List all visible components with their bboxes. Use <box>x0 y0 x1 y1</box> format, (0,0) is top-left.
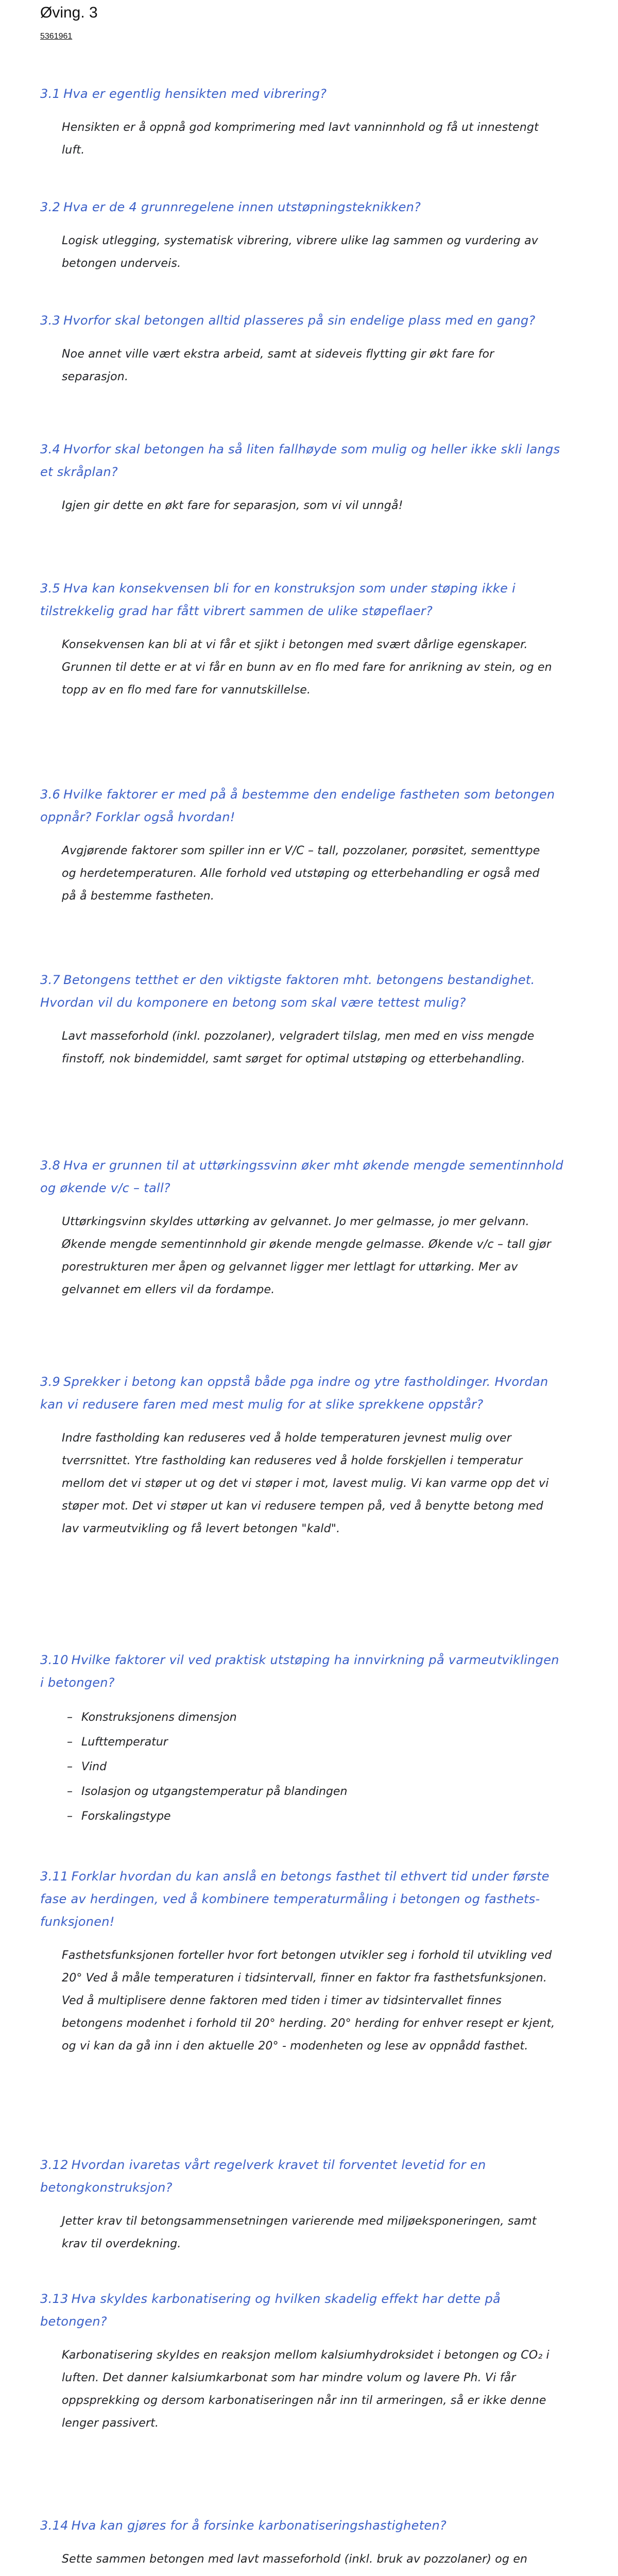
question: 3.6 Hvilke faktorer er med på å bestemme den endelige fastheten som betongen oppnår? Forklar også hvordan! <box>40 787 555 824</box>
question: 3.3 Hvorfor skal betongen alltid plasseres på sin endelige plass med en gang? <box>40 313 536 328</box>
question: 3.2 Hva er de 4 grunnregelene innen utstøpningsteknikken? <box>40 200 421 214</box>
qa-block-3-14 <box>0 2514 618 2576</box>
answer: Fasthetsfunksjonen forteller hvor fort betongen utvikler seg i forhold til utvikling ved 20° Ved å måle temperaturen i tidsintervall, finner en faktor fra fasthetsfunksjonen. Ved å multiplisere denne faktoren med tiden i timer av tidsintervallet finnes betongens modenhet i forhold til 20° herding. 20° herding for enhver resept er kjent, og vi kan da gå inn i den aktuelle 20° - modenheten og lese av oppnådd fasthet. <box>62 1949 555 2053</box>
list-item: – Lufttemperatur <box>67 1730 618 1755</box>
qa-block-3-6 <box>0 783 618 908</box>
answer: Igjen gir dette en økt fare for separasjon, som vi vil unngå! <box>62 499 403 512</box>
page-title: Øving. 3 <box>40 4 98 21</box>
answer: Avgjørende faktorer som spiller inn er V/C – tall, pozzolaner, porøsitet, sementtype og herdetemperaturen. Alle forhold ved utstøping og etterbehandling er også med på å bestemme fastheten. <box>62 844 540 903</box>
qa-block-3-13 <box>0 2287 618 2435</box>
answer: Lavt masseforhold (inkl. pozzolaner), velgradert tilslag, men med en viss mengde finstoff, nok bindemiddel, samt sørget for optimal utstøping og etterbehandling. <box>62 1030 535 1065</box>
question: 3.11 Forklar hvordan du kan anslå en betongs fasthet til ethvert tid under første fase av herdingen, ved å kombinere temperaturmåling i betongen og fasthets-funksjonen! <box>40 1869 550 1929</box>
qa-block-3-4 <box>0 438 618 517</box>
question: 3.9 Sprekker i betong kan oppstå både pga indre og ytre fastholdinger. Hvordan kan vi redusere faren med mest mulig for at slike sprekkene oppstår? <box>40 1375 548 1412</box>
question: 3.13 Hva skyldes karbonatisering og hvilken skadelig effekt har dette på betongen? <box>40 2292 501 2329</box>
qa-block-3-2 <box>0 196 618 275</box>
qa-block-3-7 <box>0 969 618 1071</box>
qa-block-3-9 <box>0 1370 618 1540</box>
course-code: 5361961 <box>40 32 73 41</box>
question: 3.1 Hva er egentlig hensikten med vibrering? <box>40 87 327 101</box>
qa-block-3-11 <box>0 1865 618 2058</box>
question: 3.7 Betongens tetthet er den viktigste faktoren mht. betongens bestandighet. Hvordan vil du komponere en betong som skal være tettest mulig? <box>40 973 535 1010</box>
qa-block-3-5 <box>0 577 618 702</box>
qa-block-3-10 <box>0 1649 618 1840</box>
question: 3.10 Hvilke faktorer vil ved praktisk utstøping ha innvirkning på varmeutviklingen i betongen? <box>40 1653 559 1690</box>
list-item: – Forskalingstype <box>67 1804 618 1829</box>
answer: Jetter krav til betongsammensetningen varierende med miljøeksponeringen, samt krav til overdekning. <box>62 2215 537 2250</box>
list-item: – Isolasjon og utgangstemperatur på blandingen <box>67 1780 618 1804</box>
answer: Uttørkingsvinn skyldes uttørking av gelvannet. Jo mer gelmasse, jo mer gelvann. Økende mengde sementinnhold gir økende mengde gelmasse. Økende v/c – tall gjør porestrukturen mer åpen og gelvannet ligger mer lettlagt for uttørking. Mer av gelvannet em ellers vil da fordampe. <box>62 1215 552 1296</box>
answer: Noe annet ville vært ekstra arbeid, samt at sideveis flytting gir økt fare for separasjon. <box>62 348 494 383</box>
answer: Karbonatisering skyldes en reaksjon mellom kalsiumhydroksidet i betongen og CO₂ i luften. Det danner kalsiumkarbonat som har mindre volum og lavere Ph. Vi får oppsprekking og dersom karbonatiseringen når inn til armeringen, så er ikke denne lenger passivert. <box>62 2349 550 2430</box>
list-item: – Konstruksjonens dimensjon <box>67 1705 618 1730</box>
qa-block-3-3 <box>0 309 618 388</box>
answer: Sette sammen betongen med lavt masseforhold (inkl. bruk av pozzolaner) og en <box>62 2553 528 2566</box>
answer: Indre fastholding kan reduseres ved å holde temperaturen jevnest mulig over tverrsnittet. Ytre fastholding kan reduseres ved å holde forskjellen i temperatur mellom det vi støper ut og det vi støper i mot, lavest mulig. Vi kan varme opp det vi støper mot. Det vi støper ut kan vi redusere tempen på, ved å benytte betong med lav varmeutvikling og få levert betongen "kald". <box>62 1432 549 1535</box>
question: 3.14 Hva kan gjøres for å forsinke karbonatiseringshastigheten? <box>40 2518 447 2533</box>
question: 3.12 Hvordan ivaretas vårt regelverk kravet til forventet levetid for en betongkonstruksjon? <box>40 2158 486 2195</box>
question: 3.4 Hvorfor skal betongen ha så liten fallhøyde som mulig og heller ikke skli langs et skråplan? <box>40 442 560 479</box>
answer: Logisk utlegging, systematisk vibrering, vibrere ulike lag sammen og vurdering av betongen underveis. <box>62 234 539 270</box>
question: 3.8 Hva er grunnen til at uttørkingssvinn øker mht økende mengde sementinnhold og økende v/c – tall? <box>40 1158 563 1195</box>
qa-block-3-1 <box>0 82 618 162</box>
factor-list <box>67 1705 618 1829</box>
answer: Konsekvensen kan bli at vi får et sjikt i betongen med svært dårlige egenskaper. Grunnen til dette er at vi får en bunn av en flo med fare for anrikning av stein, og en topp av en flo med fare for vannutskillelse. <box>62 638 552 697</box>
question: 3.5 Hva kan konsekvensen bli for en konstruksjon som under støping ikke i tilstrekkelig grad har fått vibrert sammen de ulike støpeflaer? <box>40 581 516 618</box>
list-item: – Vind <box>67 1755 618 1780</box>
answer: Hensikten er å oppnå god komprimering med lavt vanninnhold og få ut innestengt luft. <box>62 121 539 157</box>
qa-block-3-8 <box>0 1154 618 1301</box>
qa-block-3-12 <box>0 2154 618 2256</box>
